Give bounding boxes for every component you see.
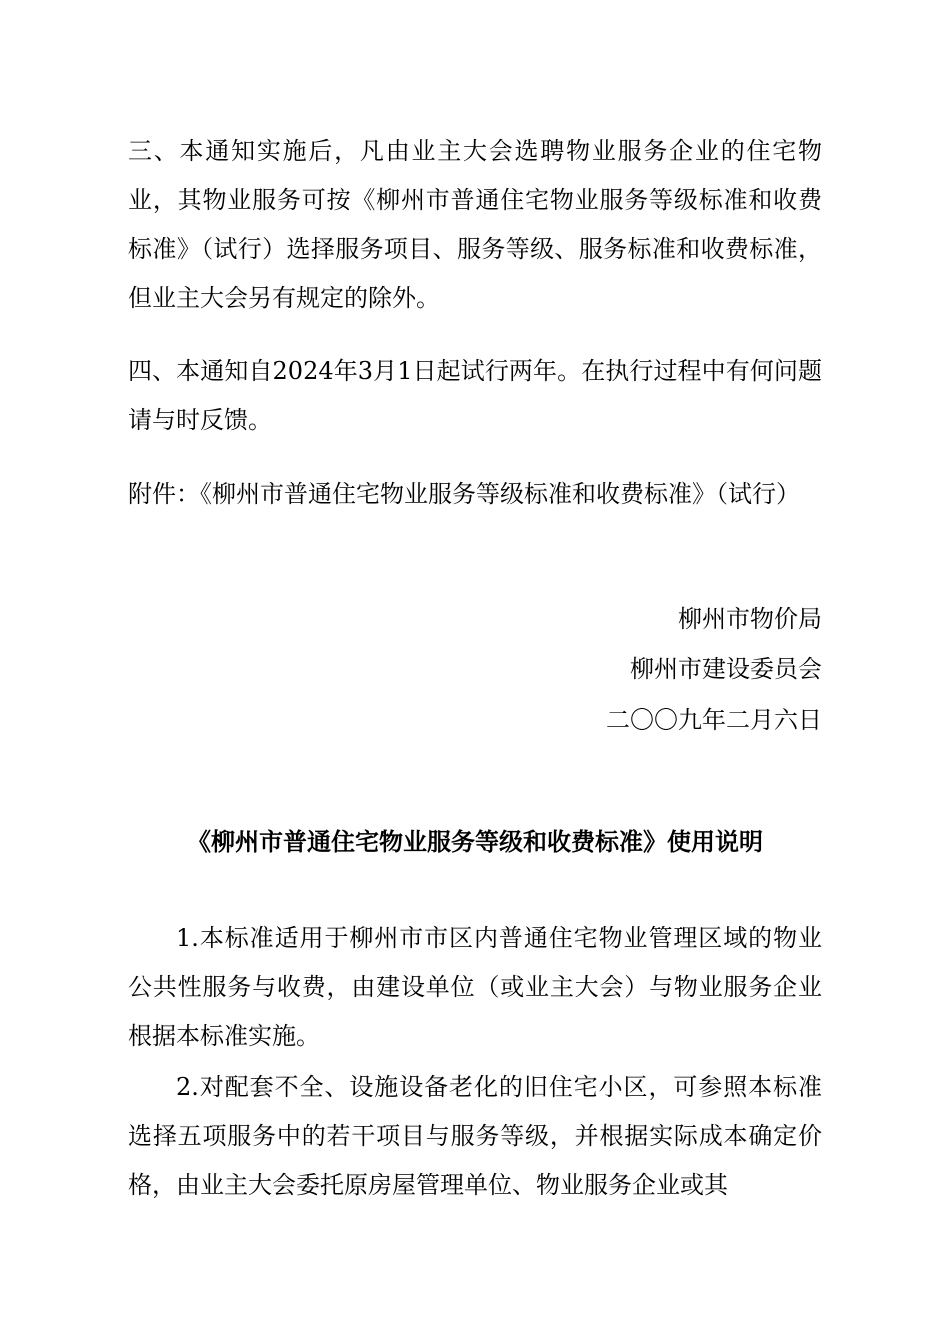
issuer-construction-committee: 柳州市建设委员会 [630, 655, 822, 683]
attachment-line: 附件：《柳州市普通住宅物业服务等级标准和收费标准》（试行） [128, 480, 800, 508]
issue-date: 二〇〇九年二月六日 [606, 706, 822, 734]
issuer-price-bureau: 柳州市物价局 [678, 605, 822, 633]
section-title: 《柳州市普通住宅物业服务等级和收费标准》使用说明 [187, 827, 763, 856]
usage-note-2: 2.对配套不全、设施设备老化的旧住宅小区，可参照本标准选择五项服务中的若干项目与服务等级，并根据实际成本确定价格，由业主大会委托原房屋管理单位、物业服务企业或其 [128, 1073, 822, 1199]
paragraph-item-4: 四、本通知自2024年3月1日起试行两年。在执行过程中有何问题请与时反馈。 [128, 357, 822, 434]
usage-note-1: 1.本标准适用于柳州市市区内普通住宅物业管理区域的物业公共性服务与收费，由建设单位（或业主大会）与物业服务企业根据本标准实施。 [128, 924, 822, 1050]
paragraph-item-3: 三、本通知实施后，凡由业主大会选聘物业服务企业的住宅物业，其物业服务可按《柳州市普通住宅物业服务等级标准和收费标准》（试行）选择服务项目、服务等级、服务标准和收费标准，但业主大会另有规定的除外。 [128, 137, 822, 312]
